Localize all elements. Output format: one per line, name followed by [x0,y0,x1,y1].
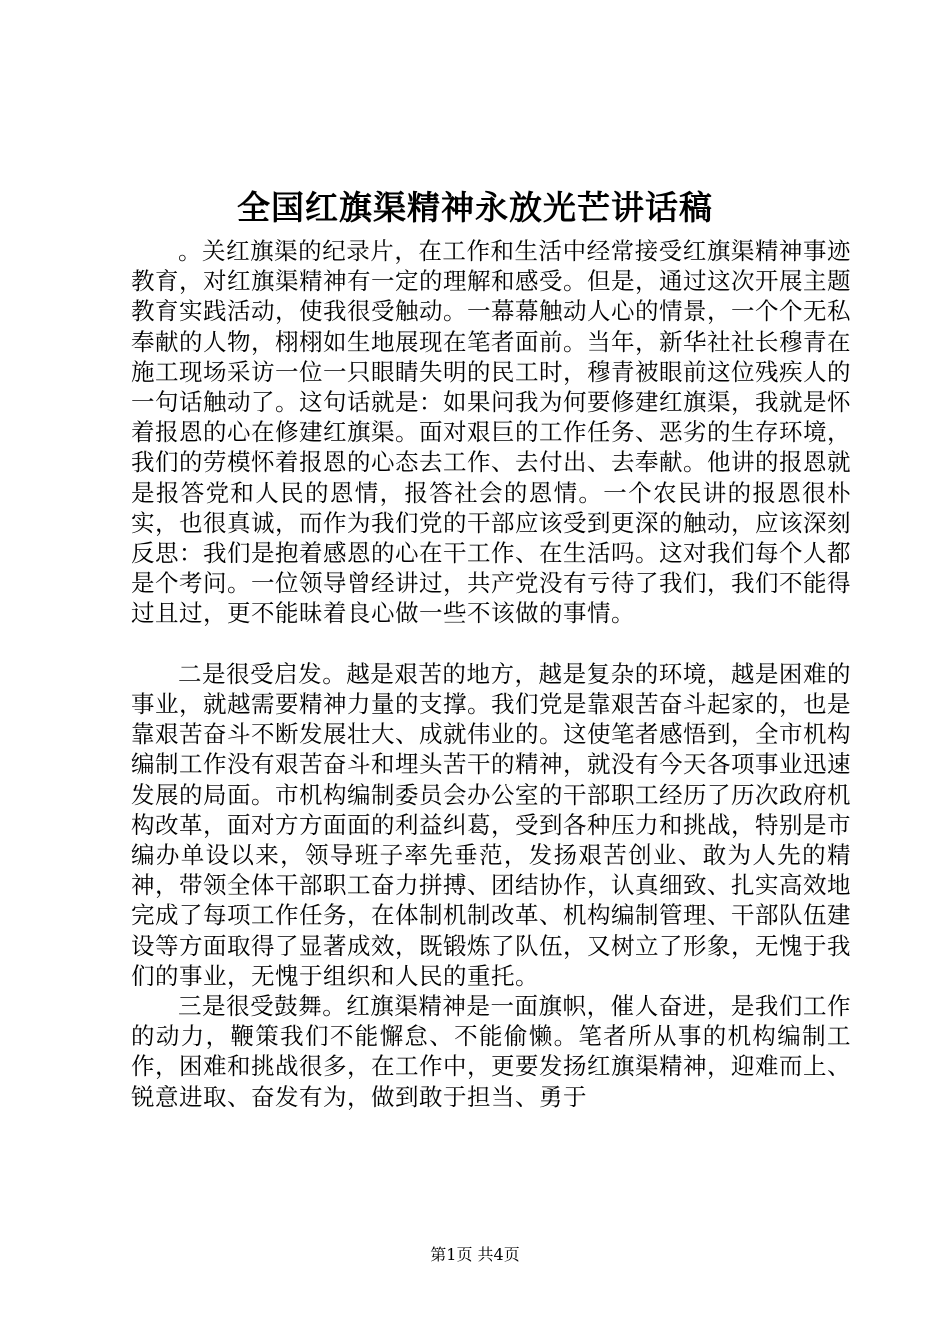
page-number-footer: 第1页 共4页 [430,1245,520,1264]
document-body [131,236,851,1112]
body-paragraph-1: 。关红旗渠的纪录片，在工作和生活中经常接受红旗渠精神事迹教育，对红旗渠精神有一定的理解和感受。但是，通过这次开展主题教育实践活动，使我很受触动。一幕幕触动人心的情景，一个个无私奉献的人物，栩栩如生地展现在笔者面前。当年，新华社社长穆青在施工现场采访一位一只眼睛失明的民工时，穆青被眼前这位残疾人的一句话触动了。这句话就是：如果问我为何要修建红旗渠，我就是怀着报恩的心在修建红旗渠。面对艰巨的工作任务、恶劣的生存环境，我们的劳模怀着报恩的心态去工作、去付出、去奉献。他讲的报恩就是报答党和人民的恩情，报答社会的恩情。一个农民讲的报恩很朴实，也很真诚，而作为我们党的干部应该受到更深的触动，应该深刻反思：我们是抱着感恩的心在干工作、在生活吗。这对我们每个人都是个考问。一位领导曾经讲过，共产党没有亏待了我们，我们不能得过且过，更不能昧着良心做一些不该做的事情。 [131,237,851,628]
body-paragraph-2: 二是很受启发。越是艰苦的地方，越是复杂的环境，越是困难的事业，就越需要精神力量的支撑。我们党是靠艰苦奋斗起家的，也是靠艰苦奋斗不断发展壮大、成就伟业的。这使笔者感悟到，全市机构编制工作没有艰苦奋斗和埋头苦干的精神，就没有今天各项事业迅速发展的局面。市机构编制委员会办公室的干部职工经历了历次政府机构改革，面对方方面面的利益纠葛，受到各种压力和挑战，特别是市编办单设以来，领导班子率先垂范，发扬艰苦创业、敢为人先的精神，带领全体干部职工奋力拼搏、团结协作，认真细致、扎实高效地完成了每项工作任务，在体制机制改革、机构编制管理、干部队伍建设等方面取得了显著成效，既锻炼了队伍，又树立了形象，无愧于我们的事业，无愧于组织和人民的重托。 [131,659,851,990]
body-paragraph-3: 三是很受鼓舞。红旗渠精神是一面旗帜，催人奋进，是我们工作的动力，鞭策我们不能懈怠、不能偷懒。笔者所从事的机构编制工作，困难和挑战很多，在工作中，更要发扬红旗渠精神，迎难而上、锐意进取、奋发有为，做到敢于担当、勇于 [131,992,851,1111]
document-title: 全国红旗渠精神永放光芒讲话稿 [237,188,713,227]
